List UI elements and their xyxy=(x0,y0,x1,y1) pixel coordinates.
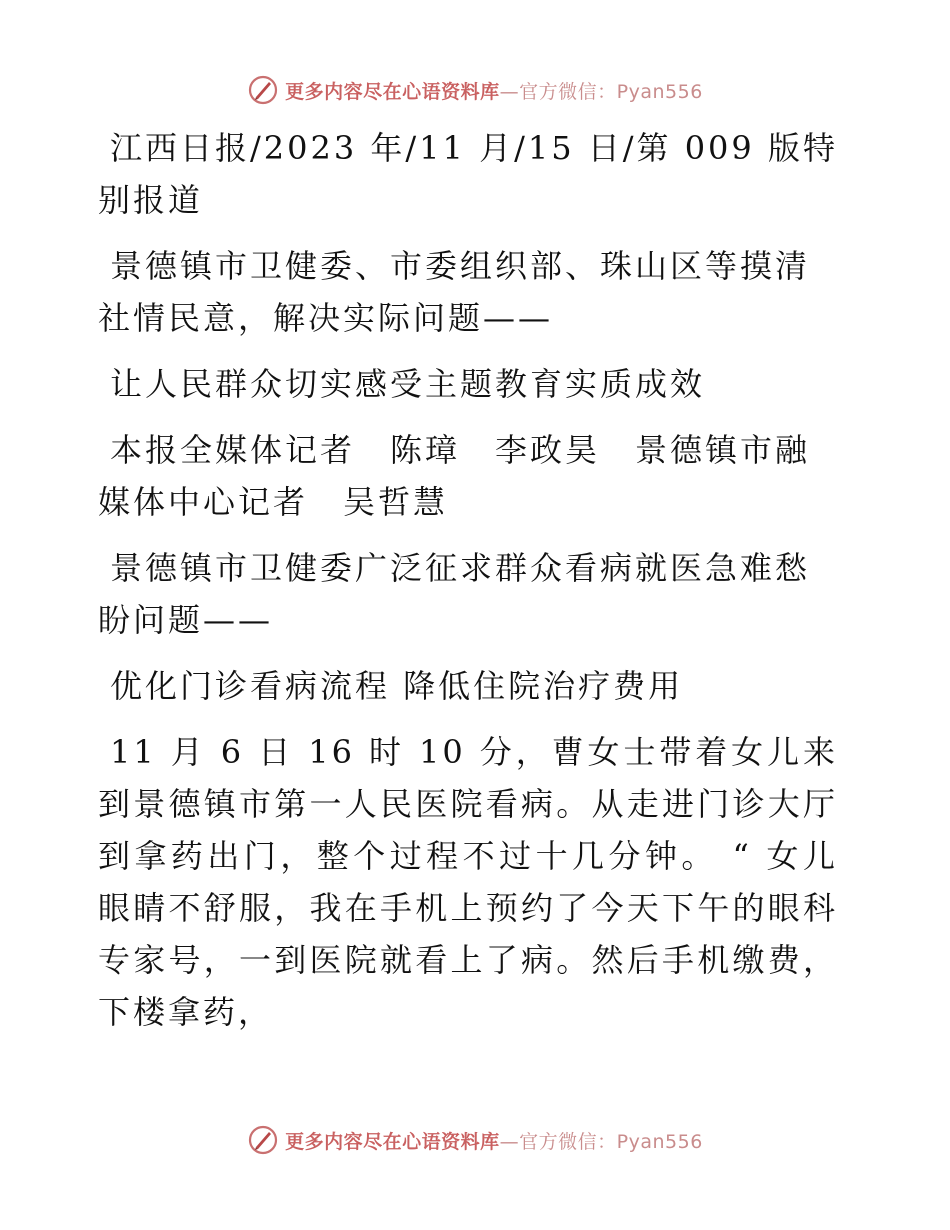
quill-logo-icon xyxy=(247,1124,279,1156)
section-title: 优化门诊看病流程 降低住院治疗费用 xyxy=(110,667,684,705)
watermark-separator: — xyxy=(499,80,520,103)
watermark-site-text: 更多内容尽在心语资料库 xyxy=(285,1130,500,1153)
watermark-header xyxy=(0,70,950,110)
watermark-contact-text: 官方微信：Pyan556 xyxy=(519,1130,703,1153)
source-line: 江西日报/2023 年/11 月/15 日/第 009 版特别报道 xyxy=(98,129,838,219)
watermark-footer xyxy=(0,1120,950,1160)
watermark-text xyxy=(285,1127,703,1154)
watermark-text xyxy=(285,77,703,104)
watermark-site-text: 更多内容尽在心语资料库 xyxy=(285,80,500,103)
article-subtitle: 景德镇市卫健委、市委组织部、珠山区等摸清社情民意，解决实际问题—— xyxy=(98,247,811,337)
watermark-separator: — xyxy=(499,1130,520,1153)
article-headline: 让人民群众切实感受主题教育实质成效 xyxy=(110,365,706,403)
article-body xyxy=(98,122,838,1052)
body-paragraph: 11 月 6 日 16 时 10 分，曹女士带着女儿来到景德镇市第一人民医院看病。从走进门诊大厅到拿药出门，整个过程不过十几分钟。 “ 女儿眼睛不舒服，我在手机上预约了今天下午的眼科专家号，一到医院就看上了病。然后手机缴费，下楼拿药， xyxy=(98,733,838,1031)
quill-logo-icon xyxy=(247,74,279,106)
watermark-contact-text: 官方微信：Pyan556 xyxy=(519,80,703,103)
section-intro: 景德镇市卫健委广泛征求群众看病就医急难愁盼问题—— xyxy=(98,549,811,639)
article-byline: 本报全媒体记者 陈璋 李政昊 景德镇市融媒体中心记者 吴哲慧 xyxy=(98,431,811,521)
